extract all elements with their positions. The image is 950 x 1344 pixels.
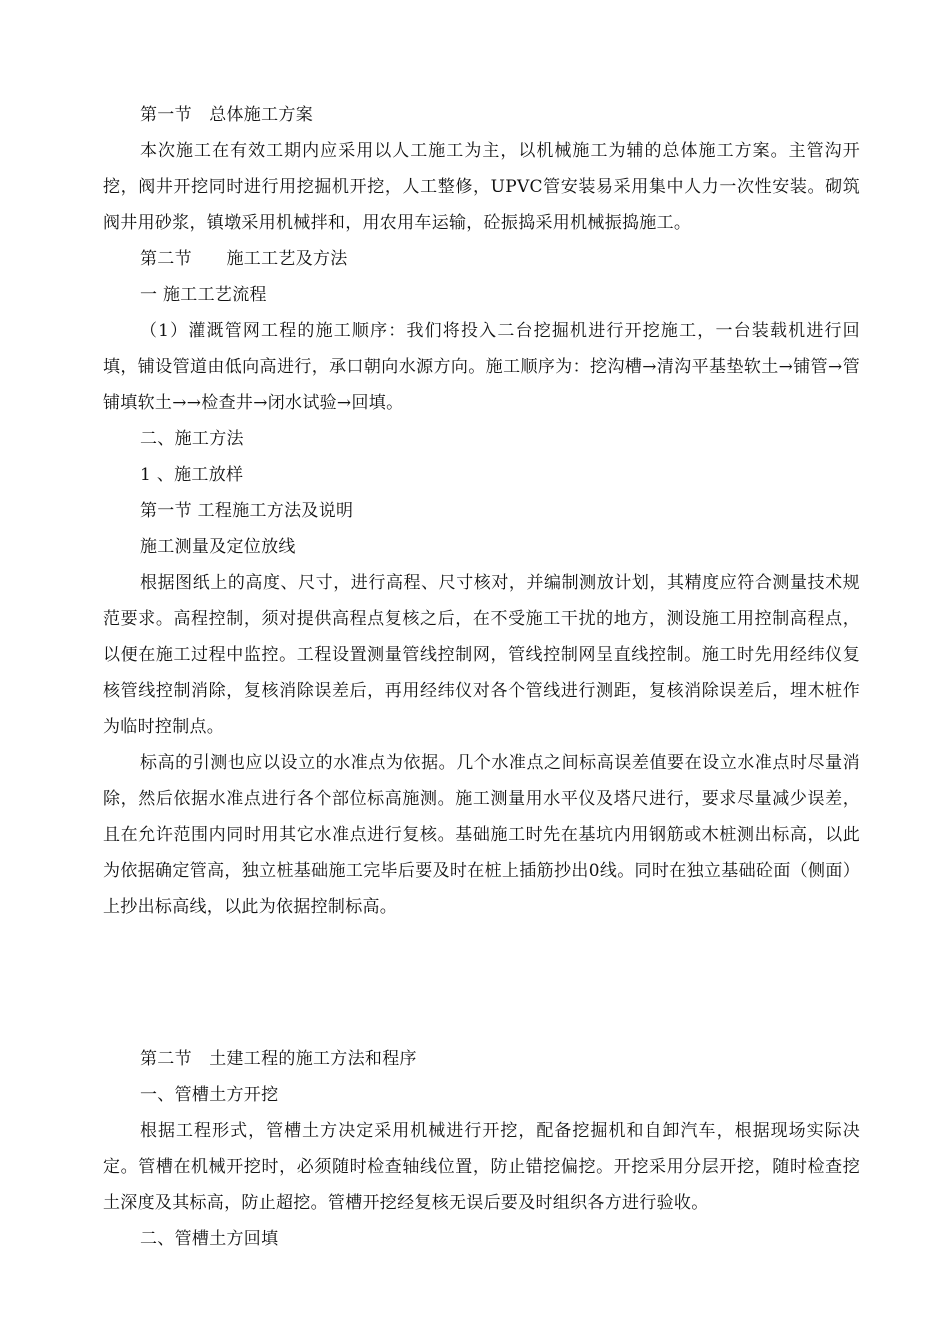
subsection-heading: 二、施工方法 xyxy=(140,429,244,449)
section-title: 第二节 土建工程的施工方法和程序 xyxy=(140,1049,417,1069)
section-title: 第二节 施工工艺及方法 xyxy=(140,249,348,269)
document-body-upper xyxy=(103,97,860,925)
document-body-lower xyxy=(103,1041,860,1257)
paragraph: 本次施工在有效工期内应采用以人工施工为主，以机械施工为辅的总体施工方案。主管沟开挖，阀井开挖同时进行用挖掘机开挖，人工整修，UPVC管安装易采用集中人力一次性安装。砌筑阀井用砂浆，镇墩采用机械拌和，用农用车运输，砼振捣采用机械振捣施工。 xyxy=(103,141,860,233)
section-title: 第一节 总体施工方案 xyxy=(140,105,313,125)
paragraph: 标高的引测也应以设立的水准点为依据。几个水准点之间标高误差值要在设立水准点时尽量消除，然后依据水准点进行各个部位标高施测。施工测量用水平仪及塔尺进行，要求尽量减少误差，且在允许范围内同时用其它水准点进行复核。基础施工时先在基坑内用钢筋或木桩测出标高，以此为依据确定管高，独立桩基础施工完毕后要及时在桩上插筋抄出0线。同时在独立基础砼面（侧面）上抄出标高线，以此为依据控制标高。 xyxy=(103,753,860,917)
subsection-heading: 一 施工工艺流程 xyxy=(140,285,267,305)
subsection-heading: 二、管槽土方回填 xyxy=(140,1229,279,1249)
paragraph: 根据工程形式，管槽土方决定采用机械进行开挖，配备挖掘机和自卸汽车，根据现场实际决定。管槽在机械开挖时，必须随时检查轴线位置，防止错挖偏挖。开挖采用分层开挖，随时检查挖土深度及其标高，防止超挖。管槽开挖经复核无误后要及时组织各方进行验收。 xyxy=(103,1121,860,1213)
paragraph: 根据图纸上的高度、尺寸，进行高程、尺寸核对，并编制测放计划，其精度应符合测量技术规范要求。高程控制，须对提供高程点复核之后，在不受施工干扰的地方，测设施工用控制高程点，以便在施工过程中监控。工程设置测量管线控制网，管线控制网呈直线控制。施工时先用经纬仪复核管线控制消除，复核消除误差后，再用经纬仪对各个管线进行测距，复核消除误差后，埋木桩作为临时控制点。 xyxy=(103,573,860,737)
section-title: 第一节 工程施工方法及说明 xyxy=(140,501,354,521)
paragraph: （1）灌溉管网工程的施工顺序：我们将投入二台挖掘机进行开挖施工，一台装载机进行回填，铺设管道由低向高进行，承口朝向水源方向。施工顺序为：挖沟槽→清沟平基垫软土→铺管→管铺填软土→→检查井→闭水试验→回填。 xyxy=(103,321,860,413)
subsection-heading: 一、管槽土方开挖 xyxy=(140,1085,279,1105)
subsection-heading: 1 、施工放样 xyxy=(140,465,244,485)
subsection-heading: 施工测量及定位放线 xyxy=(140,537,296,557)
